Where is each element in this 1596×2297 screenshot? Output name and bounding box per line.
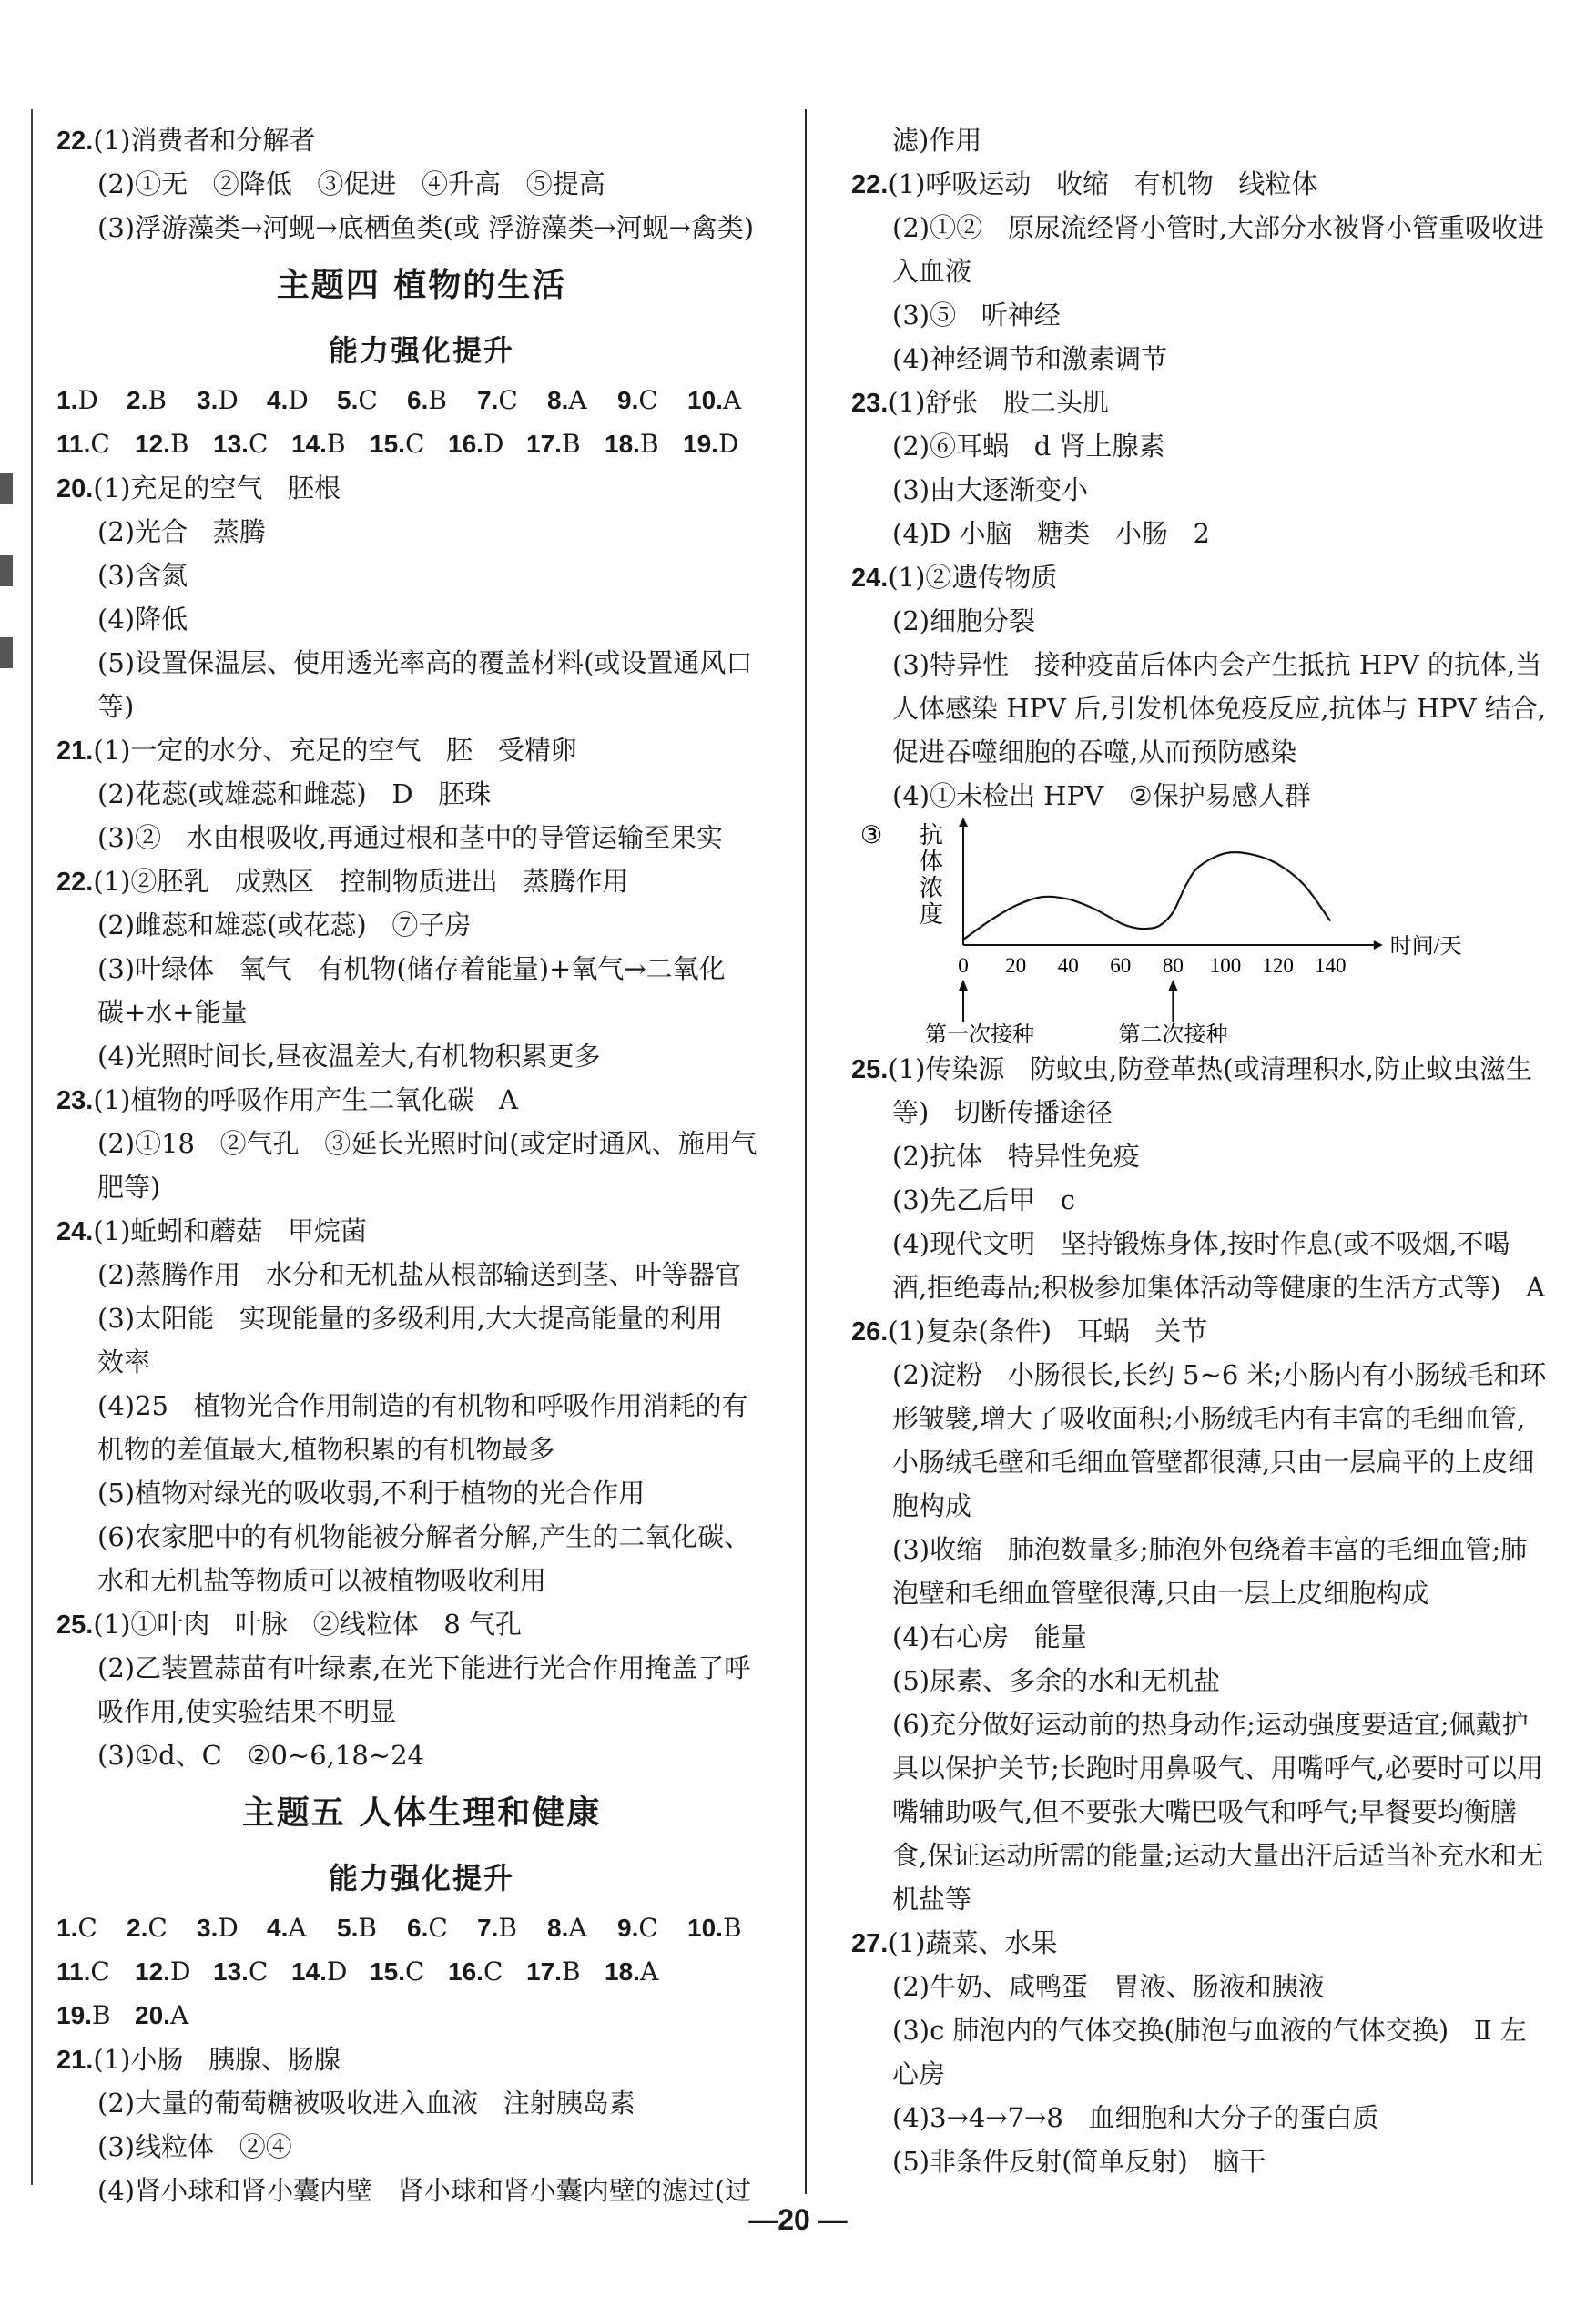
- antibody-chart-svg: [851, 818, 1462, 1047]
- x-tick-label: 40: [1057, 954, 1079, 977]
- x-tick-label: 0: [958, 954, 969, 977]
- mc-question-number: 4.: [267, 1914, 289, 1942]
- mc-answer: [197, 1906, 267, 1950]
- answer-line: 25.(1)传染源 防蚊虫,防登革热(或清理积水,防止蚊虫滋生: [851, 1053, 1532, 1084]
- mc-answer-letter: D: [326, 1957, 348, 1987]
- mc-answer-letter: D: [483, 429, 504, 459]
- binding-edge-mark: [0, 637, 13, 668]
- mc-question-number: 13.: [213, 1957, 249, 1986]
- vaccination-arrow-head: [1168, 980, 1177, 991]
- mc-question-number: 11.: [56, 430, 91, 458]
- mc-question-number: 16.: [448, 1957, 483, 1986]
- mc-question-number: 17.: [526, 1957, 562, 1986]
- y-axis-label-char: 浓: [919, 875, 944, 901]
- answer-line: 23.(1)植物的呼吸作用产生二氧化碳 A: [56, 1084, 519, 1115]
- mc-answer: [291, 422, 370, 466]
- answer-line: (2)细胞分裂: [892, 605, 1036, 636]
- mc-answer-letter: C: [90, 1957, 110, 1987]
- answer-line: (4)25 植物光合作用制造的有机物和呼吸作用消耗的有: [97, 1390, 748, 1421]
- mc-answer-row: [56, 1994, 787, 2038]
- answer-line: (4)现代文明 坚持锻炼身体,按时作息(或不吸烟,不喝: [892, 1228, 1510, 1259]
- mc-answer-letter: C: [404, 1957, 425, 1987]
- answer-line: (4)D 小脑 糖类 小肠 2: [892, 518, 1210, 549]
- mc-answer: [547, 1906, 617, 1950]
- answer-line: (3)含氮: [97, 560, 188, 591]
- answer-line: 胞构成: [892, 1490, 972, 1521]
- page-number: —20 —: [748, 2203, 848, 2236]
- mc-answer-row: [56, 379, 787, 422]
- mc-answer-letter: B: [147, 385, 167, 415]
- mc-answer: [56, 1906, 127, 1950]
- question-number: 22.: [851, 170, 889, 199]
- mc-question-number: 8.: [547, 386, 569, 414]
- mc-question-number: 5.: [337, 1914, 359, 1942]
- mc-answer: [407, 379, 477, 422]
- mc-answer-letter: C: [404, 429, 425, 459]
- answer-line: 心房: [892, 2058, 946, 2089]
- answer-line: 嘴辅助吸气,但不要张大嘴巴吸气和呼气;早餐要均衡膳: [892, 1796, 1517, 1827]
- answer-line: 22.(1)②胚乳 成熟区 控制物质进出 蒸腾作用: [56, 866, 629, 897]
- mc-answer-letter: B: [639, 429, 659, 459]
- mc-answer-letter: C: [428, 1913, 448, 1943]
- x-tick-label: 140: [1314, 954, 1347, 977]
- mc-answer: [135, 1994, 213, 2038]
- question-number: 23.: [56, 1086, 94, 1115]
- right-column: [851, 118, 1547, 2183]
- mc-answer: [477, 1906, 547, 1950]
- theme-5-title: 主题五 人体生理和健康: [241, 1794, 602, 1832]
- answer-line: 人体感染 HPV 后,引发机体免疫反应,抗体与 HPV 结合,: [892, 693, 1547, 724]
- mc-question-number: 18.: [605, 1957, 640, 1986]
- y-axis-label-char: 抗: [919, 822, 944, 849]
- mc-answer: [56, 422, 135, 466]
- chart-marker: ③: [860, 821, 883, 849]
- mc-question-number: 12.: [135, 430, 170, 458]
- answer-line: 碳+水+能量: [97, 997, 248, 1028]
- mc-answer: [135, 422, 213, 466]
- mc-question-number: 1.: [56, 386, 78, 414]
- mc-question-number: 7.: [477, 1914, 499, 1942]
- mc-answer: [370, 1950, 448, 1994]
- answer-line: (2)①18 ②气孔 ③延长光照时间(或定时通风、施用气: [97, 1128, 757, 1159]
- answer-line: 泡壁和毛细血管壁很薄,只由一层上皮细胞构成: [892, 1578, 1429, 1609]
- mc-question-number: 13.: [213, 430, 249, 458]
- mc-answer: [687, 1906, 766, 1950]
- x-tick-label: 120: [1262, 954, 1294, 977]
- question-number: 25.: [851, 1055, 889, 1084]
- mc-question-number: 15.: [370, 1957, 405, 1986]
- mc-answer-letter: B: [561, 429, 581, 459]
- answer-line: (2)①无 ②降低 ③促进 ④升高 ⑤提高: [97, 168, 605, 199]
- mc-answer-letter: C: [147, 1913, 168, 1943]
- binding-edge-mark: [0, 473, 13, 504]
- mc-question-number: 9.: [617, 386, 639, 414]
- mc-question-number: 14.: [291, 1957, 327, 1986]
- answer-line: (2)光合 蒸腾: [97, 516, 266, 547]
- answer-line: 等) 切断传播途径: [892, 1097, 1113, 1128]
- answer-line: (3)叶绿体 氧气 有机物(储存着能量)+氧气→二氧化: [97, 953, 726, 984]
- x-tick-label: 80: [1162, 954, 1184, 977]
- answer-line: 形皱襞,增大了吸收面积;小肠绒毛内有丰富的毛细血管,: [892, 1403, 1526, 1434]
- mc-answer-letter: B: [561, 1957, 581, 1987]
- mc-answer: [448, 1950, 526, 1994]
- vaccination-arrow-head: [959, 980, 968, 991]
- mc-answer: [617, 1906, 687, 1950]
- question-number: 24.: [56, 1217, 94, 1246]
- question-number: 23.: [851, 389, 889, 418]
- mc-answer: [605, 1950, 683, 1994]
- answer-line: 促进吞噬细胞的吞噬,从而预防感染: [892, 737, 1297, 767]
- question-number: 25.: [56, 1611, 94, 1640]
- answer-line: 水和无机盐等物质可以被植物吸收利用: [97, 1565, 547, 1596]
- mc-answer-letter: B: [169, 429, 189, 459]
- mc-answer-letter: D: [169, 1957, 191, 1987]
- answer-line: (2)蒸腾作用 水分和无机盐从根部输送到茎、叶等器官: [97, 1259, 741, 1290]
- mc-answer: [56, 1950, 135, 1994]
- mc-answer: [291, 1950, 370, 1994]
- x-tick-label: 20: [1005, 954, 1027, 977]
- mc-answer-letter: C: [498, 385, 518, 415]
- mc-question-number: 19.: [683, 430, 718, 458]
- antibody-curve-series-0: [963, 852, 1330, 940]
- answer-line: (4)①未检出 HPV ②保护易感人群: [892, 780, 1311, 811]
- mc-question-number: 9.: [617, 1914, 639, 1942]
- answer-line: 24.(1)蚯蚓和蘑菇 甲烷菌: [56, 1215, 368, 1246]
- mc-answer-letter: C: [90, 429, 110, 459]
- answer-line: 机物的差值最大,植物积累的有机物最多: [97, 1434, 555, 1465]
- answer-line: (5)尿素、多余的水和无机盐: [892, 1665, 1221, 1696]
- mc-answer-letter: C: [358, 385, 378, 415]
- left-column: [56, 118, 787, 2212]
- mc-answer-letter: C: [248, 429, 269, 459]
- answer-line: (5)植物对绿光的吸收弱,不利于植物的光合作用: [97, 1478, 646, 1509]
- mc-question-number: 12.: [135, 1957, 170, 1986]
- mc-answer: [267, 1906, 337, 1950]
- answer-line: 22.(1)消费者和分解者: [56, 125, 316, 156]
- mc-answer-letter: C: [77, 1913, 97, 1943]
- mc-answer-letter: C: [638, 1913, 658, 1943]
- answer-line: (3)⑤ 听神经: [892, 300, 1061, 330]
- mc-answer-letter: D: [717, 429, 739, 459]
- mc-question-number: 3.: [197, 386, 219, 414]
- mc-answer: [213, 422, 291, 466]
- mc-answer: [127, 379, 197, 422]
- theme-4-title: 主题四 植物的生活: [276, 267, 567, 304]
- answer-line: (4)神经调节和激素调节: [892, 343, 1168, 374]
- answer-line: 肥等): [97, 1172, 161, 1203]
- mc-answer-letter: B: [722, 1913, 742, 1943]
- answer-line: (4)肾小球和肾小囊内壁 肾小球和肾小囊内壁的滤过(过: [97, 2175, 752, 2206]
- mc-question-number: 15.: [370, 430, 405, 458]
- mc-answer: [448, 422, 526, 466]
- mc-answer: [687, 379, 766, 422]
- mc-answer-letter: C: [248, 1957, 269, 1987]
- mc-answer-letter: B: [91, 2000, 111, 2030]
- mc-question-number: 10.: [687, 386, 723, 414]
- answer-line: 26.(1)复杂(条件) 耳蜗 关节: [851, 1316, 1208, 1347]
- y-axis-arrow: [959, 818, 968, 827]
- mc-answer-row: [56, 422, 787, 466]
- answer-line: 具以保护关节;长跑时用鼻吸气、用嘴呼气,必要时可以用: [892, 1753, 1543, 1784]
- answer-line: (3)c 肺泡内的气体交换(肺泡与血液的气体交换) Ⅱ 左: [892, 2015, 1527, 2046]
- answer-line: (3)特异性 接种疫苗后体内会产生抵抗 HPV 的抗体,当: [892, 649, 1542, 680]
- answer-line: 20.(1)充足的空气 胚根: [56, 473, 341, 503]
- answer-line: (4)光照时间长,昼夜温差大,有机物积累更多: [97, 1041, 601, 1072]
- mc-answer: [605, 422, 683, 466]
- mc-answer-letter: A: [169, 2000, 189, 2030]
- mc-answer-letter: B: [326, 429, 346, 459]
- answer-line: 等): [97, 691, 135, 722]
- vaccination-label: 第一次接种: [925, 1023, 1034, 1047]
- question-number: 26.: [851, 1317, 889, 1347]
- question-number: 22.: [56, 868, 94, 897]
- answer-line: 小肠绒毛壁和毛细血管壁都很薄,只由一层扁平的上皮细: [892, 1447, 1535, 1478]
- answer-line: (2)⑥耳蜗 d 肾上腺素: [892, 431, 1165, 462]
- mc-answer-letter: A: [722, 385, 742, 415]
- mc-question-number: 17.: [526, 430, 562, 458]
- antibody-chart: [851, 818, 1541, 1047]
- mc-answer: [197, 379, 267, 422]
- answer-line: 23.(1)舒张 股二头肌: [851, 387, 1110, 418]
- theme-5-subtitle: 能力强化提升: [328, 1861, 514, 1896]
- mc-question-number: 3.: [197, 1914, 219, 1942]
- binding-edge-rule: [31, 109, 33, 2185]
- question-number: 21.: [56, 2046, 94, 2075]
- mc-answer: [477, 379, 547, 422]
- answer-line: 吸作用,使实验结果不明显: [97, 1696, 397, 1727]
- x-tick-label: 60: [1110, 954, 1132, 977]
- question-number: 27.: [851, 1929, 889, 1958]
- vaccination-label: 第二次接种: [1118, 1023, 1228, 1047]
- mc-question-number: 6.: [407, 386, 429, 414]
- mc-question-number: 2.: [127, 386, 148, 414]
- mc-answer-letter: B: [498, 1913, 517, 1943]
- mc-answer-letter: B: [358, 1913, 377, 1943]
- mc-answer-letter: A: [639, 1957, 659, 1987]
- mc-answer: [617, 379, 687, 422]
- answer-line: (2)牛奶、咸鸭蛋 胃液、肠液和胰液: [892, 1971, 1325, 2002]
- mc-question-number: 19.: [56, 2001, 92, 2029]
- answer-line: (2)①② 原尿流经肾小管时,大部分水被肾小管重吸收进: [892, 212, 1544, 243]
- mc-answer: [337, 379, 407, 422]
- mc-question-number: 10.: [687, 1914, 723, 1942]
- answer-line: (2)乙装置蒜苗有叶绿素,在光下能进行光合作用掩盖了呼: [97, 1652, 751, 1683]
- answer-line: (2)花蕊(或雄蕊和雌蕊) D 胚珠: [97, 778, 492, 809]
- x-axis-label: 时间/天: [1389, 935, 1462, 959]
- question-number: 24.: [851, 564, 889, 593]
- answer-line: (3)线粒体 ②④: [97, 2131, 292, 2162]
- answer-line: (3)先乙后甲 c: [892, 1184, 1075, 1215]
- mc-question-number: 5.: [337, 386, 359, 414]
- mc-answer-letter: D: [77, 385, 98, 415]
- answer-line: 效率: [97, 1347, 151, 1377]
- answer-line: (4)降低: [97, 604, 188, 635]
- answer-line: (5)非条件反射(简单反射) 脑干: [892, 2146, 1266, 2177]
- mc-question-number: 11.: [56, 1957, 91, 1986]
- answer-line: 21.(1)一定的水分、充足的空气 胚 受精卵: [56, 735, 577, 766]
- mc-question-number: 4.: [267, 386, 289, 414]
- mc-answer: [370, 422, 448, 466]
- question-number: 20.: [56, 474, 94, 503]
- answer-line: (2)抗体 特异性免疫: [892, 1141, 1140, 1172]
- x-axis-arrow: [1374, 940, 1383, 950]
- answer-line: (6)农家肥中的有机物能被分解者分解,产生的二氧化碳、: [97, 1521, 751, 1552]
- mc-answer-letter: A: [568, 385, 587, 415]
- mc-answer: [407, 1906, 477, 1950]
- answer-line: (4)右心房 能量: [892, 1621, 1087, 1652]
- mc-question-number: 8.: [547, 1914, 569, 1942]
- answer-line: (6)充分做好运动前的热身动作;运动强度要适宜;佩戴护: [892, 1709, 1529, 1740]
- mc-answer: [547, 379, 617, 422]
- answer-line: 27.(1)蔬菜、水果: [851, 1927, 1058, 1958]
- answer-line: 22.(1)呼吸运动 收缩 有机物 线粒体: [851, 168, 1318, 199]
- mc-answer-letter: C: [638, 385, 658, 415]
- answer-line: 食,保证运动所需的能量;运动大量出汗后适当补充水和无: [892, 1840, 1543, 1871]
- mc-answer-letter: D: [218, 385, 239, 415]
- mc-answer-letter: D: [288, 385, 309, 415]
- mc-question-number: 2.: [127, 1914, 148, 1942]
- answer-line: 机盐等: [892, 1884, 972, 1915]
- answer-line: (2)淀粉 小肠很长,长约 5~6 米;小肠内有小肠绒毛和环: [892, 1359, 1547, 1390]
- answer-line: (2)雌蕊和雄蕊(或花蕊) ⑦子房: [97, 910, 472, 940]
- answer-line: 酒,拒绝毒品;积极参加集体活动等健康的生活方式等) A: [892, 1272, 1545, 1303]
- mc-answer: [56, 379, 127, 422]
- answer-line: 25.(1)①叶肉 叶脉 ②线粒体 8 气孔: [56, 1609, 523, 1640]
- mc-question-number: 18.: [605, 430, 640, 458]
- mc-answer: [526, 1950, 605, 1994]
- answer-line: (3)太阳能 实现能量的多级利用,大大提高能量的利用: [97, 1303, 723, 1334]
- mc-question-number: 6.: [407, 1914, 429, 1942]
- x-tick-label: 100: [1209, 954, 1242, 977]
- answer-line: 滤)作用: [892, 125, 982, 156]
- question-number: 22.: [56, 127, 94, 156]
- answer-line: (3)浮游藻类→河蚬→底栖鱼类(或 浮游藻类→河蚬→禽类): [97, 212, 755, 243]
- answer-line: (3)①d、C ②0~6,18~24: [97, 1740, 425, 1771]
- mc-question-number: 16.: [448, 430, 483, 458]
- answer-line: (3)由大逐渐变小: [892, 474, 1089, 505]
- answer-line: (3)② 水由根吸收,再通过根和茎中的导管运输至果实: [97, 822, 723, 853]
- mc-answer: [683, 422, 761, 466]
- answer-line: 入血液: [892, 256, 972, 287]
- mc-question-number: 14.: [291, 430, 327, 458]
- mc-answer-letter: B: [428, 385, 447, 415]
- answer-line: 24.(1)②遗传物质: [851, 562, 1058, 593]
- theme-4-subtitle: 能力强化提升: [328, 333, 514, 368]
- y-axis-label-char: 体: [919, 849, 944, 875]
- mc-answer: [526, 422, 605, 466]
- mc-question-number: 7.: [477, 386, 499, 414]
- mc-answer-letter: A: [568, 1913, 587, 1943]
- y-axis-label-char: 度: [919, 901, 944, 928]
- mc-question-number: 1.: [56, 1914, 78, 1942]
- answer-line: (4)3→4→7→8 血细胞和大分子的蛋白质: [892, 2102, 1379, 2133]
- column-divider: [805, 109, 807, 2194]
- mc-answer: [135, 1950, 213, 1994]
- mc-question-number: 20.: [135, 2001, 170, 2029]
- answer-line: (2)大量的葡萄糖被吸收进入血液 注射胰岛素: [97, 2088, 635, 2119]
- mc-answer: [56, 1994, 135, 2038]
- question-number: 21.: [56, 737, 94, 766]
- mc-answer-row: [56, 1950, 787, 1994]
- answer-line: (3)收缩 肺泡数量多;肺泡外包绕着丰富的毛细血管;肺: [892, 1534, 1528, 1565]
- binding-edge-mark: [0, 555, 13, 586]
- mc-answer: [127, 1906, 197, 1950]
- answer-line: 21.(1)小肠 胰腺、肠腺: [56, 2044, 341, 2075]
- mc-answer-letter: D: [218, 1913, 239, 1943]
- mc-answer-letter: A: [288, 1913, 307, 1943]
- mc-answer-row: [56, 1906, 787, 1950]
- mc-answer: [213, 1950, 291, 1994]
- mc-answer: [337, 1906, 407, 1950]
- mc-answer-letter: C: [483, 1957, 503, 1987]
- mc-answer: [267, 379, 337, 422]
- answer-line: (5)设置保温层、使用透光率高的覆盖材料(或设置通风口: [97, 647, 753, 678]
